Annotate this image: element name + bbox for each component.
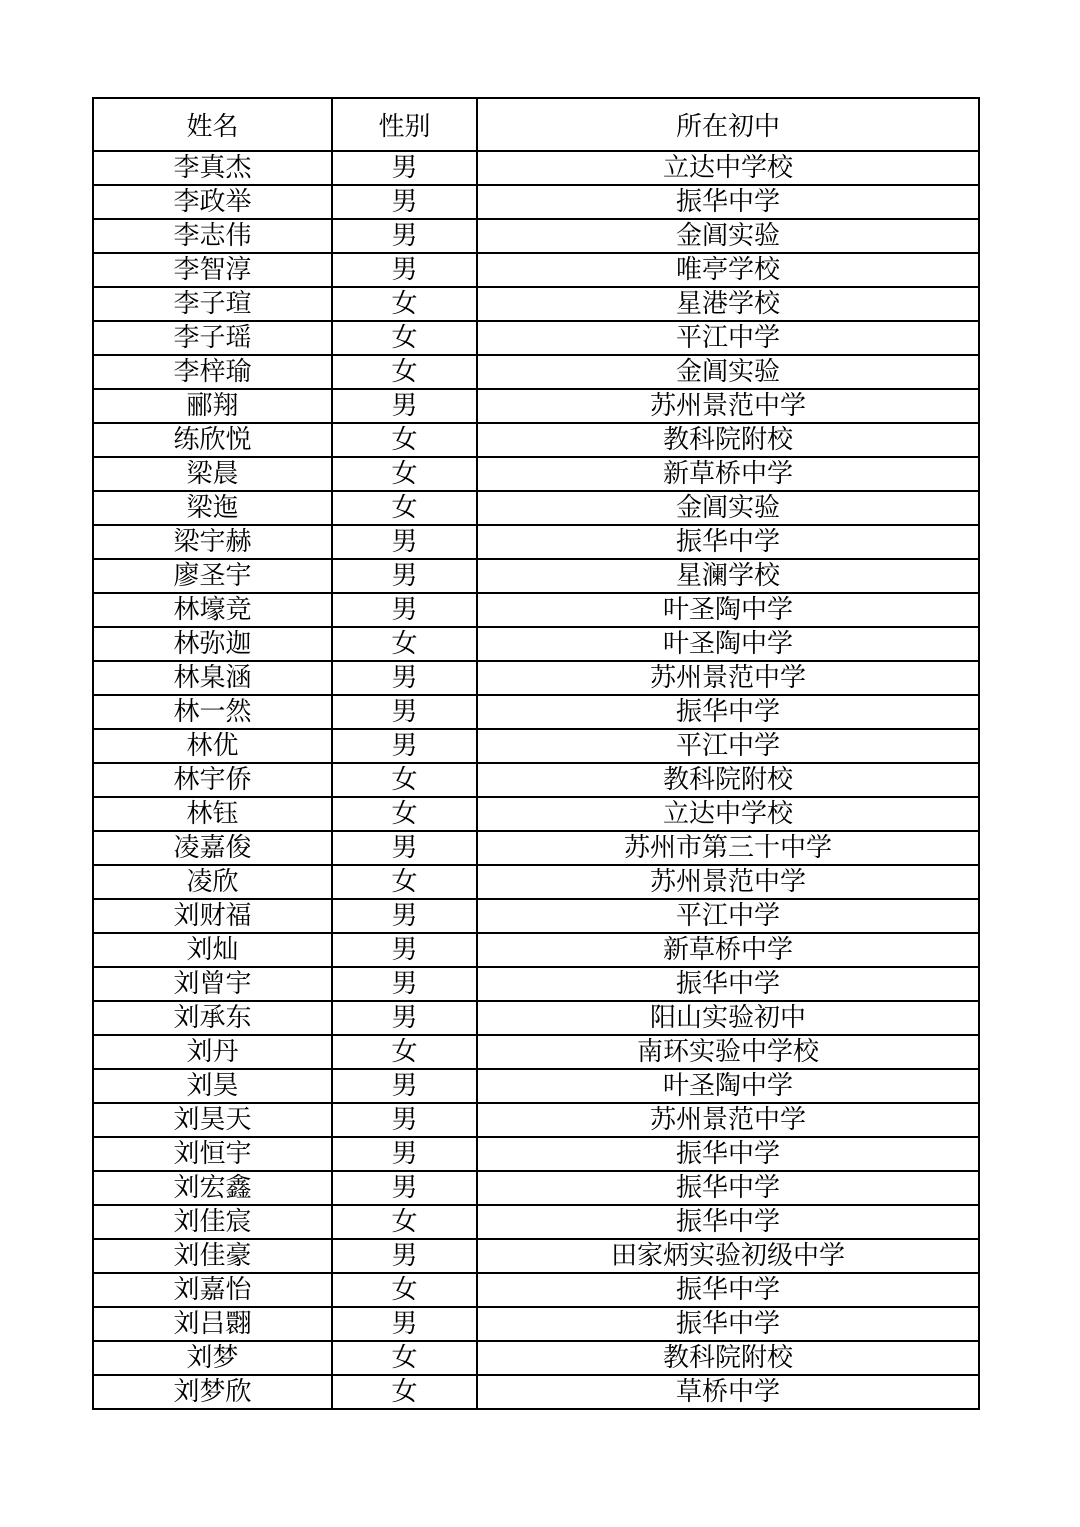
school-cell: 南环实验中学校 bbox=[477, 1035, 979, 1069]
student-name-cell: 林壕竞 bbox=[93, 593, 332, 627]
student-name-cell: 刘昊 bbox=[93, 1069, 332, 1103]
school-cell: 叶圣陶中学 bbox=[477, 1069, 979, 1103]
gender-cell: 男 bbox=[332, 933, 477, 967]
student-name-cell: 廖圣宇 bbox=[93, 559, 332, 593]
school-cell: 田家炳实验初级中学 bbox=[477, 1239, 979, 1273]
gender-cell: 女 bbox=[332, 1273, 477, 1307]
school-cell: 星港学校 bbox=[477, 287, 979, 321]
student-name-cell: 李政举 bbox=[93, 185, 332, 219]
gender-cell: 女 bbox=[332, 627, 477, 661]
student-name-cell: 刘佳宸 bbox=[93, 1205, 332, 1239]
table-row bbox=[93, 185, 979, 219]
table-row bbox=[93, 151, 979, 185]
school-column-header: 所在初中 bbox=[477, 98, 979, 151]
gender-cell: 女 bbox=[332, 865, 477, 899]
table-row bbox=[93, 1273, 979, 1307]
gender-cell: 女 bbox=[332, 1205, 477, 1239]
student-name-cell: 刘恒宇 bbox=[93, 1137, 332, 1171]
gender-cell: 男 bbox=[332, 1069, 477, 1103]
school-cell: 叶圣陶中学 bbox=[477, 627, 979, 661]
table-row bbox=[93, 287, 979, 321]
student-name-cell: 刘承东 bbox=[93, 1001, 332, 1035]
school-cell: 振华中学 bbox=[477, 695, 979, 729]
gender-cell: 男 bbox=[332, 1171, 477, 1205]
table-row bbox=[93, 1341, 979, 1375]
school-cell: 振华中学 bbox=[477, 185, 979, 219]
table-row bbox=[93, 933, 979, 967]
school-cell: 苏州市第三十中学 bbox=[477, 831, 979, 865]
gender-cell: 男 bbox=[332, 899, 477, 933]
table-row bbox=[93, 627, 979, 661]
gender-cell: 男 bbox=[332, 1001, 477, 1035]
table-row bbox=[93, 423, 979, 457]
table-row bbox=[93, 219, 979, 253]
gender-cell: 男 bbox=[332, 253, 477, 287]
table-row bbox=[93, 661, 979, 695]
table-row bbox=[93, 525, 979, 559]
gender-cell: 男 bbox=[332, 1137, 477, 1171]
student-name-cell: 李智淳 bbox=[93, 253, 332, 287]
student-name-cell: 刘财福 bbox=[93, 899, 332, 933]
student-name-cell: 林臬涵 bbox=[93, 661, 332, 695]
student-name-cell: 刘吕翾 bbox=[93, 1307, 332, 1341]
gender-cell: 女 bbox=[332, 355, 477, 389]
table-row bbox=[93, 967, 979, 1001]
school-cell: 苏州景范中学 bbox=[477, 389, 979, 423]
gender-cell: 男 bbox=[332, 151, 477, 185]
student-name-cell: 刘梦 bbox=[93, 1341, 332, 1375]
student-name-cell: 刘丹 bbox=[93, 1035, 332, 1069]
gender-cell: 男 bbox=[332, 695, 477, 729]
table-row bbox=[93, 491, 979, 525]
gender-cell: 男 bbox=[332, 219, 477, 253]
gender-cell: 女 bbox=[332, 1375, 477, 1409]
table-row bbox=[93, 1205, 979, 1239]
student-name-cell: 李真杰 bbox=[93, 151, 332, 185]
table-row bbox=[93, 321, 979, 355]
school-cell: 教科院附校 bbox=[477, 1341, 979, 1375]
gender-cell: 女 bbox=[332, 1341, 477, 1375]
student-name-cell: 林弥迦 bbox=[93, 627, 332, 661]
student-name-cell: 刘嘉怡 bbox=[93, 1273, 332, 1307]
table-row bbox=[93, 355, 979, 389]
school-cell: 苏州景范中学 bbox=[477, 661, 979, 695]
table-row bbox=[93, 593, 979, 627]
table-row bbox=[93, 695, 979, 729]
gender-cell: 男 bbox=[332, 389, 477, 423]
table-row bbox=[93, 253, 979, 287]
student-name-cell: 郦翔 bbox=[93, 389, 332, 423]
student-name-cell: 凌欣 bbox=[93, 865, 332, 899]
table-row bbox=[93, 1375, 979, 1409]
school-cell: 教科院附校 bbox=[477, 423, 979, 457]
table-row bbox=[93, 1171, 979, 1205]
student-name-cell: 李子瑄 bbox=[93, 287, 332, 321]
student-name-cell: 凌嘉俊 bbox=[93, 831, 332, 865]
gender-cell: 男 bbox=[332, 559, 477, 593]
gender-cell: 男 bbox=[332, 1103, 477, 1137]
student-name-cell: 李志伟 bbox=[93, 219, 332, 253]
school-cell: 振华中学 bbox=[477, 525, 979, 559]
student-name-cell: 刘宏鑫 bbox=[93, 1171, 332, 1205]
student-roster-table bbox=[92, 97, 980, 1410]
student-name-cell: 练欣悦 bbox=[93, 423, 332, 457]
table-row bbox=[93, 797, 979, 831]
table-row bbox=[93, 1239, 979, 1273]
table-header bbox=[93, 98, 979, 151]
table-row bbox=[93, 831, 979, 865]
student-name-cell: 林优 bbox=[93, 729, 332, 763]
student-name-cell: 林宇侨 bbox=[93, 763, 332, 797]
school-cell: 新草桥中学 bbox=[477, 933, 979, 967]
school-cell: 振华中学 bbox=[477, 1137, 979, 1171]
table-row bbox=[93, 1001, 979, 1035]
gender-cell: 女 bbox=[332, 321, 477, 355]
school-cell: 振华中学 bbox=[477, 1307, 979, 1341]
gender-cell: 男 bbox=[332, 831, 477, 865]
school-cell: 唯亭学校 bbox=[477, 253, 979, 287]
student-name-cell: 李梓瑜 bbox=[93, 355, 332, 389]
table-row bbox=[93, 865, 979, 899]
gender-cell: 女 bbox=[332, 491, 477, 525]
gender-cell: 男 bbox=[332, 593, 477, 627]
gender-cell: 女 bbox=[332, 797, 477, 831]
table-row bbox=[93, 389, 979, 423]
table-row bbox=[93, 729, 979, 763]
gender-cell: 女 bbox=[332, 763, 477, 797]
school-cell: 星澜学校 bbox=[477, 559, 979, 593]
header-row bbox=[93, 98, 979, 151]
school-cell: 苏州景范中学 bbox=[477, 865, 979, 899]
gender-cell: 男 bbox=[332, 967, 477, 1001]
gender-cell: 男 bbox=[332, 185, 477, 219]
gender-cell: 男 bbox=[332, 661, 477, 695]
gender-cell: 男 bbox=[332, 1307, 477, 1341]
school-cell: 平江中学 bbox=[477, 321, 979, 355]
gender-cell: 女 bbox=[332, 287, 477, 321]
school-cell: 苏州景范中学 bbox=[477, 1103, 979, 1137]
student-name-cell: 梁迤 bbox=[93, 491, 332, 525]
school-cell: 金阊实验 bbox=[477, 491, 979, 525]
student-name-cell: 刘昊天 bbox=[93, 1103, 332, 1137]
student-name-cell: 梁晨 bbox=[93, 457, 332, 491]
school-cell: 新草桥中学 bbox=[477, 457, 979, 491]
gender-column-header: 性别 bbox=[332, 98, 477, 151]
school-cell: 教科院附校 bbox=[477, 763, 979, 797]
school-cell: 金阊实验 bbox=[477, 219, 979, 253]
student-name-cell: 刘灿 bbox=[93, 933, 332, 967]
gender-cell: 男 bbox=[332, 729, 477, 763]
table-row bbox=[93, 559, 979, 593]
school-cell: 平江中学 bbox=[477, 899, 979, 933]
table-row bbox=[93, 1137, 979, 1171]
student-name-cell: 刘梦欣 bbox=[93, 1375, 332, 1409]
school-cell: 振华中学 bbox=[477, 967, 979, 1001]
school-cell: 叶圣陶中学 bbox=[477, 593, 979, 627]
name-column-header: 姓名 bbox=[93, 98, 332, 151]
gender-cell: 女 bbox=[332, 423, 477, 457]
table-row bbox=[93, 457, 979, 491]
school-cell: 草桥中学 bbox=[477, 1375, 979, 1409]
school-cell: 振华中学 bbox=[477, 1273, 979, 1307]
school-cell: 平江中学 bbox=[477, 729, 979, 763]
student-name-cell: 刘曾宇 bbox=[93, 967, 332, 1001]
gender-cell: 女 bbox=[332, 457, 477, 491]
student-name-cell: 林一然 bbox=[93, 695, 332, 729]
gender-cell: 女 bbox=[332, 1035, 477, 1069]
school-cell: 立达中学校 bbox=[477, 151, 979, 185]
table-row bbox=[93, 1035, 979, 1069]
school-cell: 立达中学校 bbox=[477, 797, 979, 831]
gender-cell: 男 bbox=[332, 525, 477, 559]
student-name-cell: 刘佳豪 bbox=[93, 1239, 332, 1273]
table-body bbox=[93, 151, 979, 1409]
gender-cell: 男 bbox=[332, 1239, 477, 1273]
school-cell: 振华中学 bbox=[477, 1171, 979, 1205]
table-row bbox=[93, 763, 979, 797]
school-cell: 阳山实验初中 bbox=[477, 1001, 979, 1035]
school-cell: 金阊实验 bbox=[477, 355, 979, 389]
student-name-cell: 李子瑶 bbox=[93, 321, 332, 355]
school-cell: 振华中学 bbox=[477, 1205, 979, 1239]
table-row bbox=[93, 1069, 979, 1103]
table-row bbox=[93, 1103, 979, 1137]
student-name-cell: 林钰 bbox=[93, 797, 332, 831]
student-name-cell: 梁宇赫 bbox=[93, 525, 332, 559]
table-row bbox=[93, 1307, 979, 1341]
table-row bbox=[93, 899, 979, 933]
